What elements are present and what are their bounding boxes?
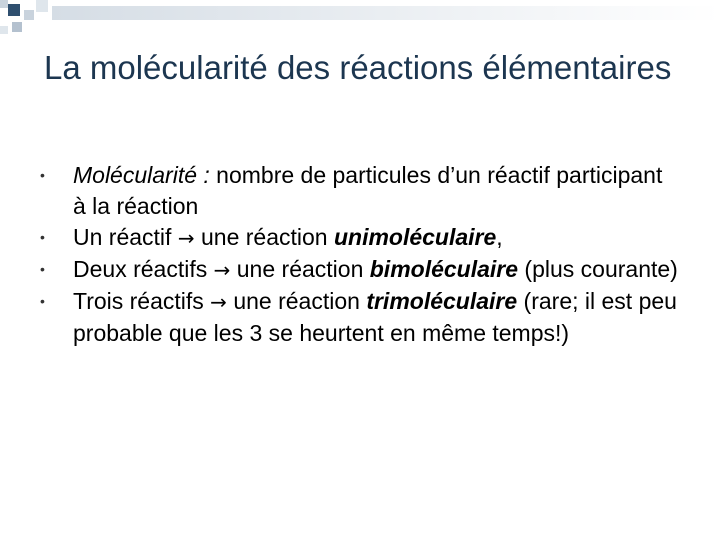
bullet-marker: • (40, 229, 45, 245)
list-item (40, 160, 680, 222)
header-decoration (0, 0, 720, 40)
item-mid: une réaction (230, 256, 370, 282)
arrow-right-icon: → (210, 290, 227, 314)
arrow-right-icon: → (177, 226, 195, 250)
item-post: (plus courante) (518, 256, 678, 282)
list-item (40, 286, 680, 349)
term-molecularite: Molécularité : (73, 162, 210, 188)
item-pre: Deux réactifs (73, 256, 214, 282)
arrow-right-icon: → (213, 258, 231, 282)
item-pre: Trois réactifs (73, 288, 211, 314)
term-bimoleculaire: bimoléculaire (369, 256, 519, 282)
bullet-marker: • (40, 261, 45, 277)
definition-text: nombre de particules d’un réactif participant à la réaction (73, 162, 663, 219)
term-unimoleculaire: unimoléculaire (333, 224, 497, 250)
bullet-marker: • (40, 293, 45, 309)
item-mid: une réaction (194, 224, 334, 250)
item-post: , (496, 224, 503, 250)
list-item (40, 222, 680, 254)
list-item (40, 254, 680, 286)
slide-title: La molécularité des réactions élémentaires (44, 49, 672, 86)
item-post: (rare; il est peu probable que les 3 se heurtent en même temps!) (73, 288, 677, 346)
item-mid: une réaction (226, 288, 367, 314)
term-trimoleculaire: trimoléculaire (366, 288, 518, 314)
bullet-marker: • (40, 167, 45, 183)
bullet-list (40, 160, 680, 349)
item-pre: Un réactif (73, 224, 178, 250)
